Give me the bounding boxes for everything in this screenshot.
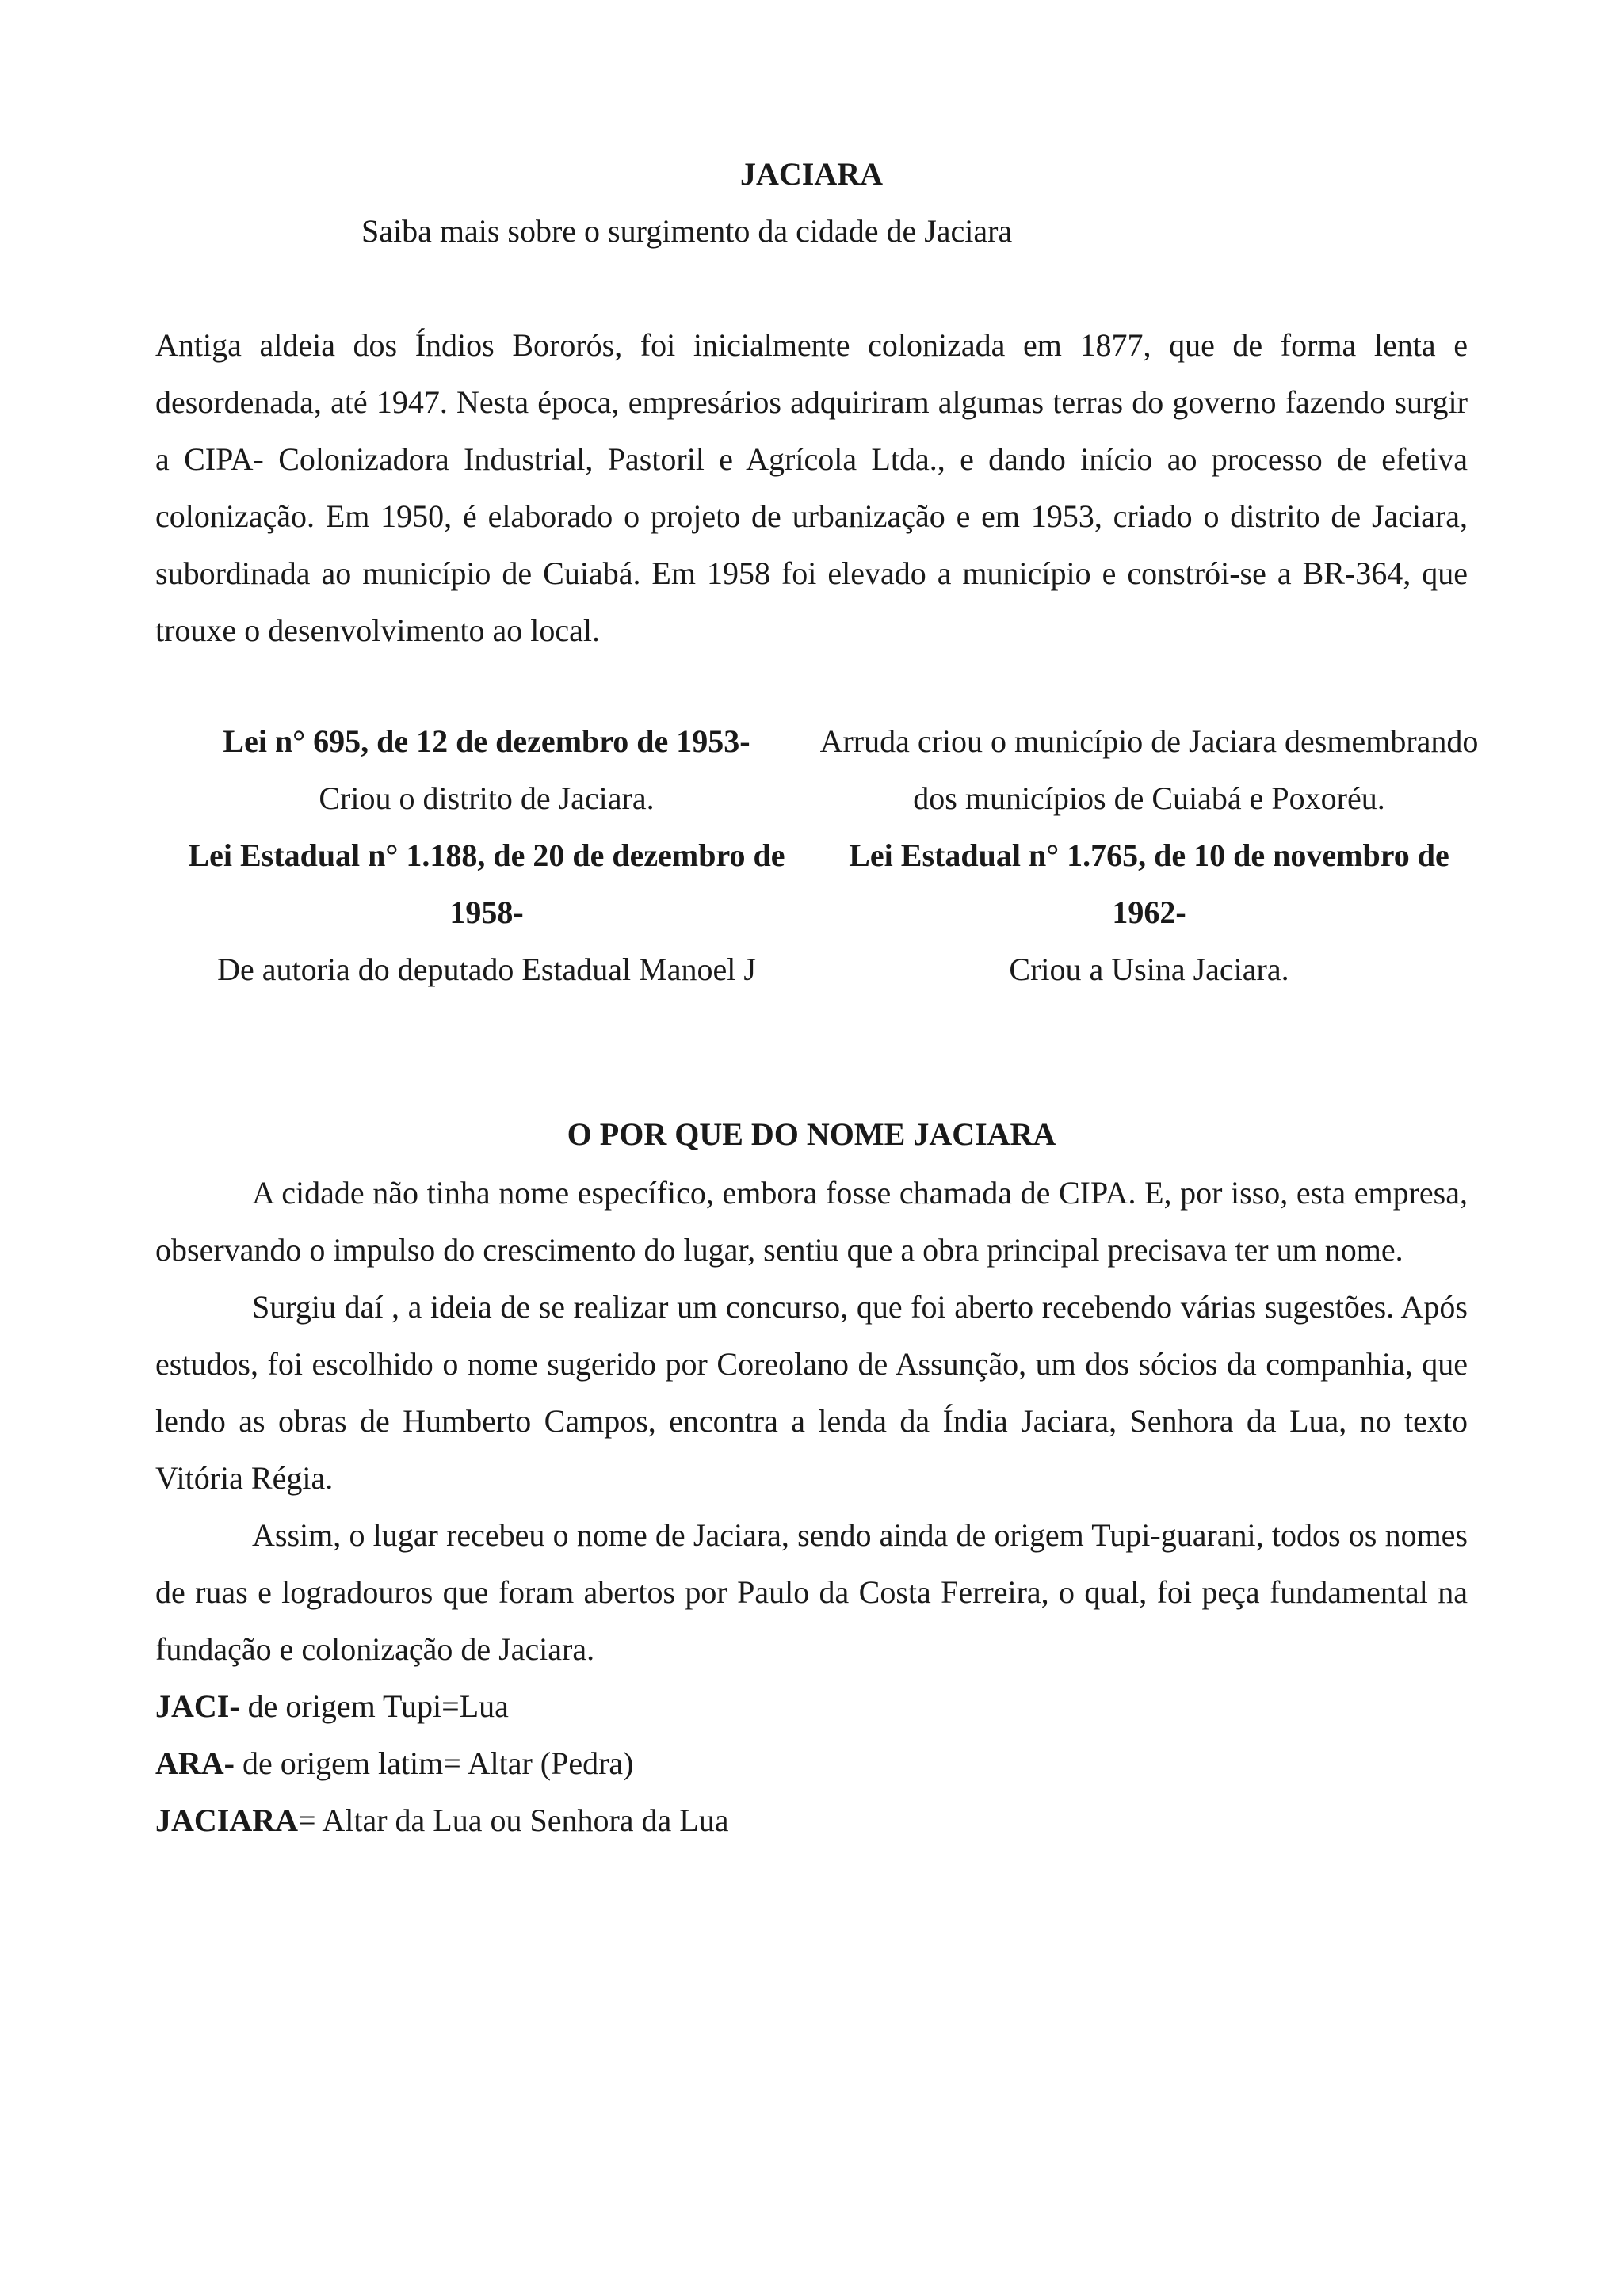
etymology-term: ARA- — [155, 1745, 235, 1781]
law-title: Lei Estadual n° 1.188, de 20 de dezembro de 1958- — [188, 837, 785, 930]
etymology-line — [155, 1735, 1468, 1792]
body-paragraph: Assim, o lugar recebeu o nome de Jaciara, sendo ainda de origem Tupi-guarani, todos os nomes de ruas e logradouros que foram abertos por Paulo da Costa Ferreira, o qual, foi peça fundamental na fundação e colonização de Jaciara. — [155, 1517, 1468, 1667]
body-paragraph: A cidade não tinha nome específico, embora fosse chamada de CIPA. E, por isso, esta empresa, observando o impulso do crescimento do lugar, sentiu que a obra principal precisava ter um nome. — [155, 1175, 1468, 1268]
law-text: Arruda criou o município de Jaciara desmembrando dos municípios de Cuiabá e Poxoréu. — [819, 723, 1479, 816]
document-subtitle: Saiba mais sobre o surgimento da cidade de Jaciara — [361, 213, 1013, 249]
etymology-term: JACI- — [155, 1688, 240, 1724]
etymology-term: JACIARA — [155, 1802, 298, 1838]
law-text: Criou a Usina Jaciara. — [1009, 952, 1289, 987]
intro-paragraph: Antiga aldeia dos Índios Bororós, foi inicialmente colonizada em 1877, que de forma lenta e desordenada, até 1947. Nesta época, empresários adquiriram algumas terras do governo fazendo surgir a CIPA- Colonizadora Industrial, Pastoril e Agrícola Ltda., e dando início ao processo de efetiva colonização. Em 1950, é elaborado o projeto de urbanização e em 1953, criado o distrito de Jaciara, subordinada ao município de Cuiabá. Em 1958 foi elevado a município e constrói-se a BR-364, que trouxe o desenvolvimento ao local. — [155, 327, 1468, 648]
etymology-line — [155, 1792, 1468, 1849]
section-title: O POR QUE DO NOME JACIARA — [567, 1116, 1056, 1152]
document-title: JACIARA — [740, 156, 883, 192]
etymology-meaning: de origem latim= Altar (Pedra) — [234, 1745, 634, 1781]
etymology-meaning: = Altar da Lua ou Senhora da Lua — [298, 1802, 729, 1838]
section-body — [155, 1165, 1468, 1849]
law-text: Criou o distrito de Jaciara. — [319, 780, 655, 816]
laws-left-column — [162, 713, 812, 998]
etymology-meaning: de origem Tupi=Lua — [239, 1688, 509, 1724]
law-title: Lei Estadual n° 1.765, de 10 de novembro de 1962- — [849, 837, 1449, 930]
law-title: Lei n° 695, de 12 de dezembro de 1953- — [223, 723, 750, 759]
body-paragraph: Surgiu daí , a ideia de se realizar um concurso, que foi aberto recebendo várias sugestões. Após estudos, foi escolhido o nome sugerido por Coreolano de Assunção, um dos sócios da companhia, que lendo as obras de Humberto Campos, encontra a lenda da Índia Jaciara, Senhora da Lua, no texto Vitória Régia. — [155, 1289, 1468, 1496]
etymology-line — [155, 1678, 1468, 1735]
laws-right-column — [813, 713, 1485, 998]
law-text: De autoria do deputado Estadual Manoel J — [217, 952, 756, 987]
